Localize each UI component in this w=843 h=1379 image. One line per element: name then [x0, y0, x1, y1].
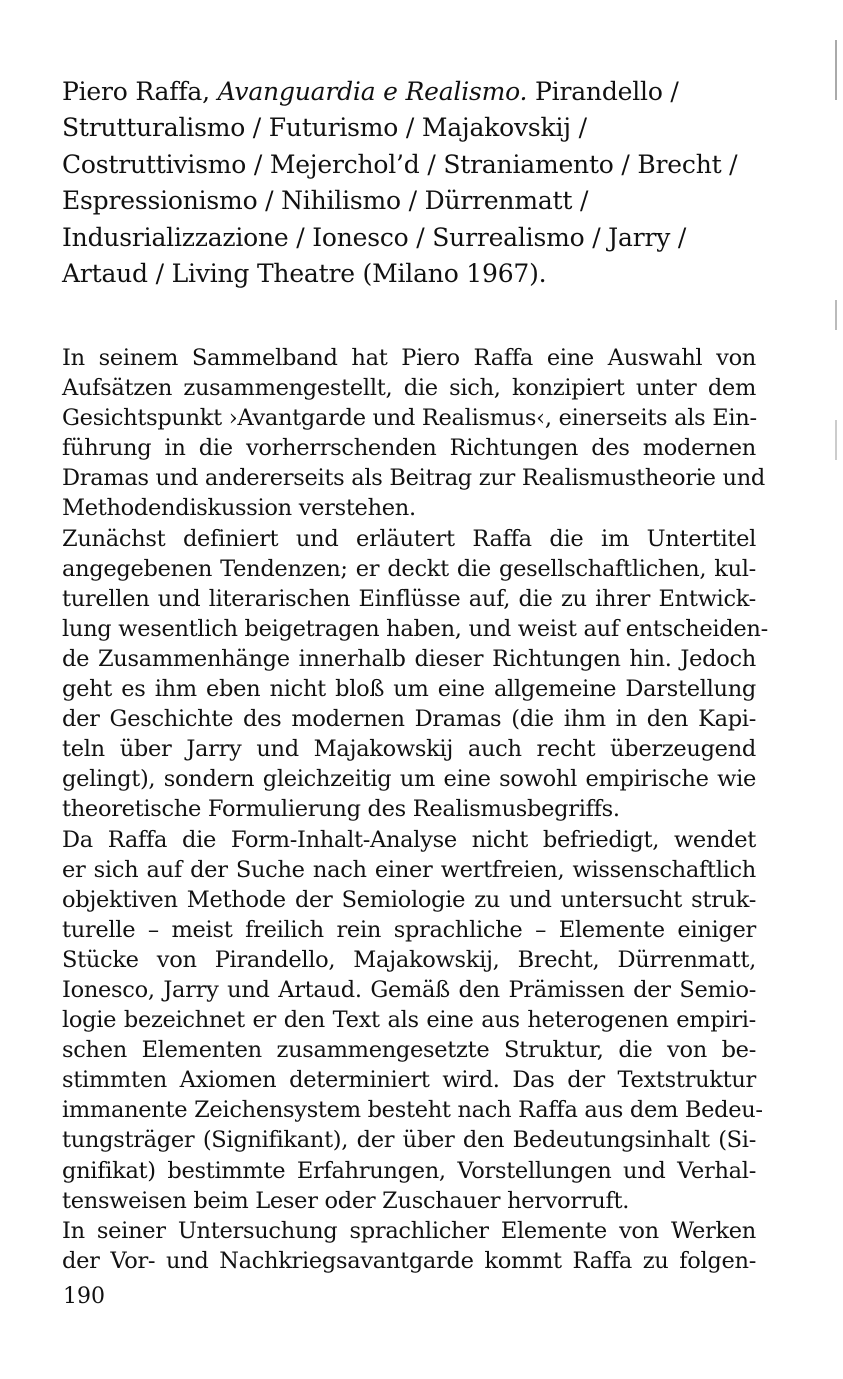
body-line: Gesichtspunkt ›Avantgarde und Realismus‹, einerseits als Ein-	[62, 405, 757, 432]
body-line: In seinem Sammelband hat Piero Raffa eine Auswahl von	[62, 345, 756, 371]
body-line: theoretische Formulierung des Realismusbegriffs.	[62, 796, 620, 823]
body-line: gelingt), sondern gleichzeitig um eine sowohl empirische wie	[62, 766, 756, 793]
body-line: der Vor- und Nachkriegsavantgarde kommt Raffa zu folgen-	[62, 1247, 756, 1274]
body-line: logie bezeichnet er den Text als eine aus heterogenen empiri-	[62, 1007, 756, 1034]
body-line: immanente Zeichensystem besteht nach Raffa aus dem Bedeu-	[62, 1097, 763, 1124]
heading-topics-line: Pirandello /	[527, 77, 679, 106]
body-line: tensweisen beim Leser oder Zuschauer hervorruft.	[62, 1187, 630, 1214]
body-paragraph	[62, 343, 766, 524]
page-edge-mark	[835, 420, 837, 460]
body-line: teln über Jarry und Majakowskij auch recht überzeugend	[62, 736, 756, 763]
body-line: angegebenen Tendenzen; er deckt die gesellschaftlichen, kul-	[62, 555, 756, 582]
body-line: Zunächst definiert und erläutert Raffa die im Untertitel	[62, 525, 756, 552]
body-line: Aufsätzen zusammengestellt, die sich, konzipiert unter dem	[62, 375, 756, 402]
page-edge-mark	[835, 300, 837, 330]
body-line: Stücke von Pirandello, Majakowskij, Brecht, Dürrenmatt,	[62, 946, 756, 973]
body-line: turelle – meist freilich rein sprachliche – Elemente einiger	[62, 916, 756, 943]
body-line: geht es ihm eben nicht bloß um eine allgemeine Darstellung	[62, 676, 756, 703]
heading-topics-line: Indusrializzazione / Ionesco / Surrealismo / Jarry /	[62, 222, 687, 252]
body-line: er sich auf der Suche nach einer wertfreien, wissenschaftlich	[62, 856, 756, 883]
heading-topics-line: Strutturalismo / Futurismo / Majakovskij /	[62, 113, 587, 143]
body-line: stimmten Axiomen determiniert wird. Das der Textstruktur	[62, 1067, 756, 1094]
body-paragraph	[62, 524, 768, 825]
body-line: objektiven Methode der Semiologie zu und untersucht struk-	[62, 886, 756, 913]
heading-topics-line: Artaud / Living Theatre (Milano 1967).	[62, 259, 547, 289]
body-paragraph	[62, 825, 763, 1216]
review-body-text	[62, 343, 768, 1276]
page-number: 190	[63, 1284, 105, 1309]
heading-topics-line: Espressionismo / Nihilismo / Dürrenmatt /	[62, 186, 589, 216]
body-line: de Zusammenhänge innerhalb dieser Richtungen hin. Jedoch	[62, 645, 756, 672]
heading-topics-line: Costruttivismo / Mejerchol’d / Straniamento / Brecht /	[62, 149, 738, 179]
page-edge-mark	[835, 40, 837, 100]
body-line: tungsträger (Signifikant), der über den Bedeutungsinhalt (Si-	[62, 1127, 756, 1154]
body-paragraph	[62, 1216, 756, 1276]
body-line: Ionesco, Jarry und Artaud. Gemäß den Prämissen der Semio-	[62, 976, 756, 1003]
body-line: turellen und literarischen Einflüsse auf, die zu ihrer Entwick-	[62, 585, 756, 612]
body-line: schen Elementen zusammengesetzte Struktur, die von be-	[62, 1037, 756, 1064]
heading-title: Avanguardia e Realismo.	[217, 77, 528, 106]
body-line: In seiner Untersuchung sprachlicher Elemente von Werken	[62, 1217, 756, 1244]
heading-author: Piero Raffa,	[62, 77, 218, 106]
body-line: gnifikat) bestimmte Erfahrungen, Vorstellungen und Verhal-	[62, 1157, 756, 1184]
body-line: Da Raffa die Form-Inhalt-Analyse nicht befriedigt, wendet	[62, 826, 756, 853]
body-line: Dramas und andererseits als Beitrag zur Realismustheorie und	[62, 465, 766, 492]
bibliographic-heading	[62, 74, 762, 292]
body-line: führung in die vorherrschenden Richtungen des modernen	[62, 435, 756, 462]
body-line: der Geschichte des modernen Dramas (die ihm in den Kapi-	[62, 706, 756, 733]
body-line: Methodendiskussion verstehen.	[62, 495, 416, 522]
body-line: lung wesentlich beigetragen haben, und weist auf entscheiden-	[62, 615, 768, 642]
